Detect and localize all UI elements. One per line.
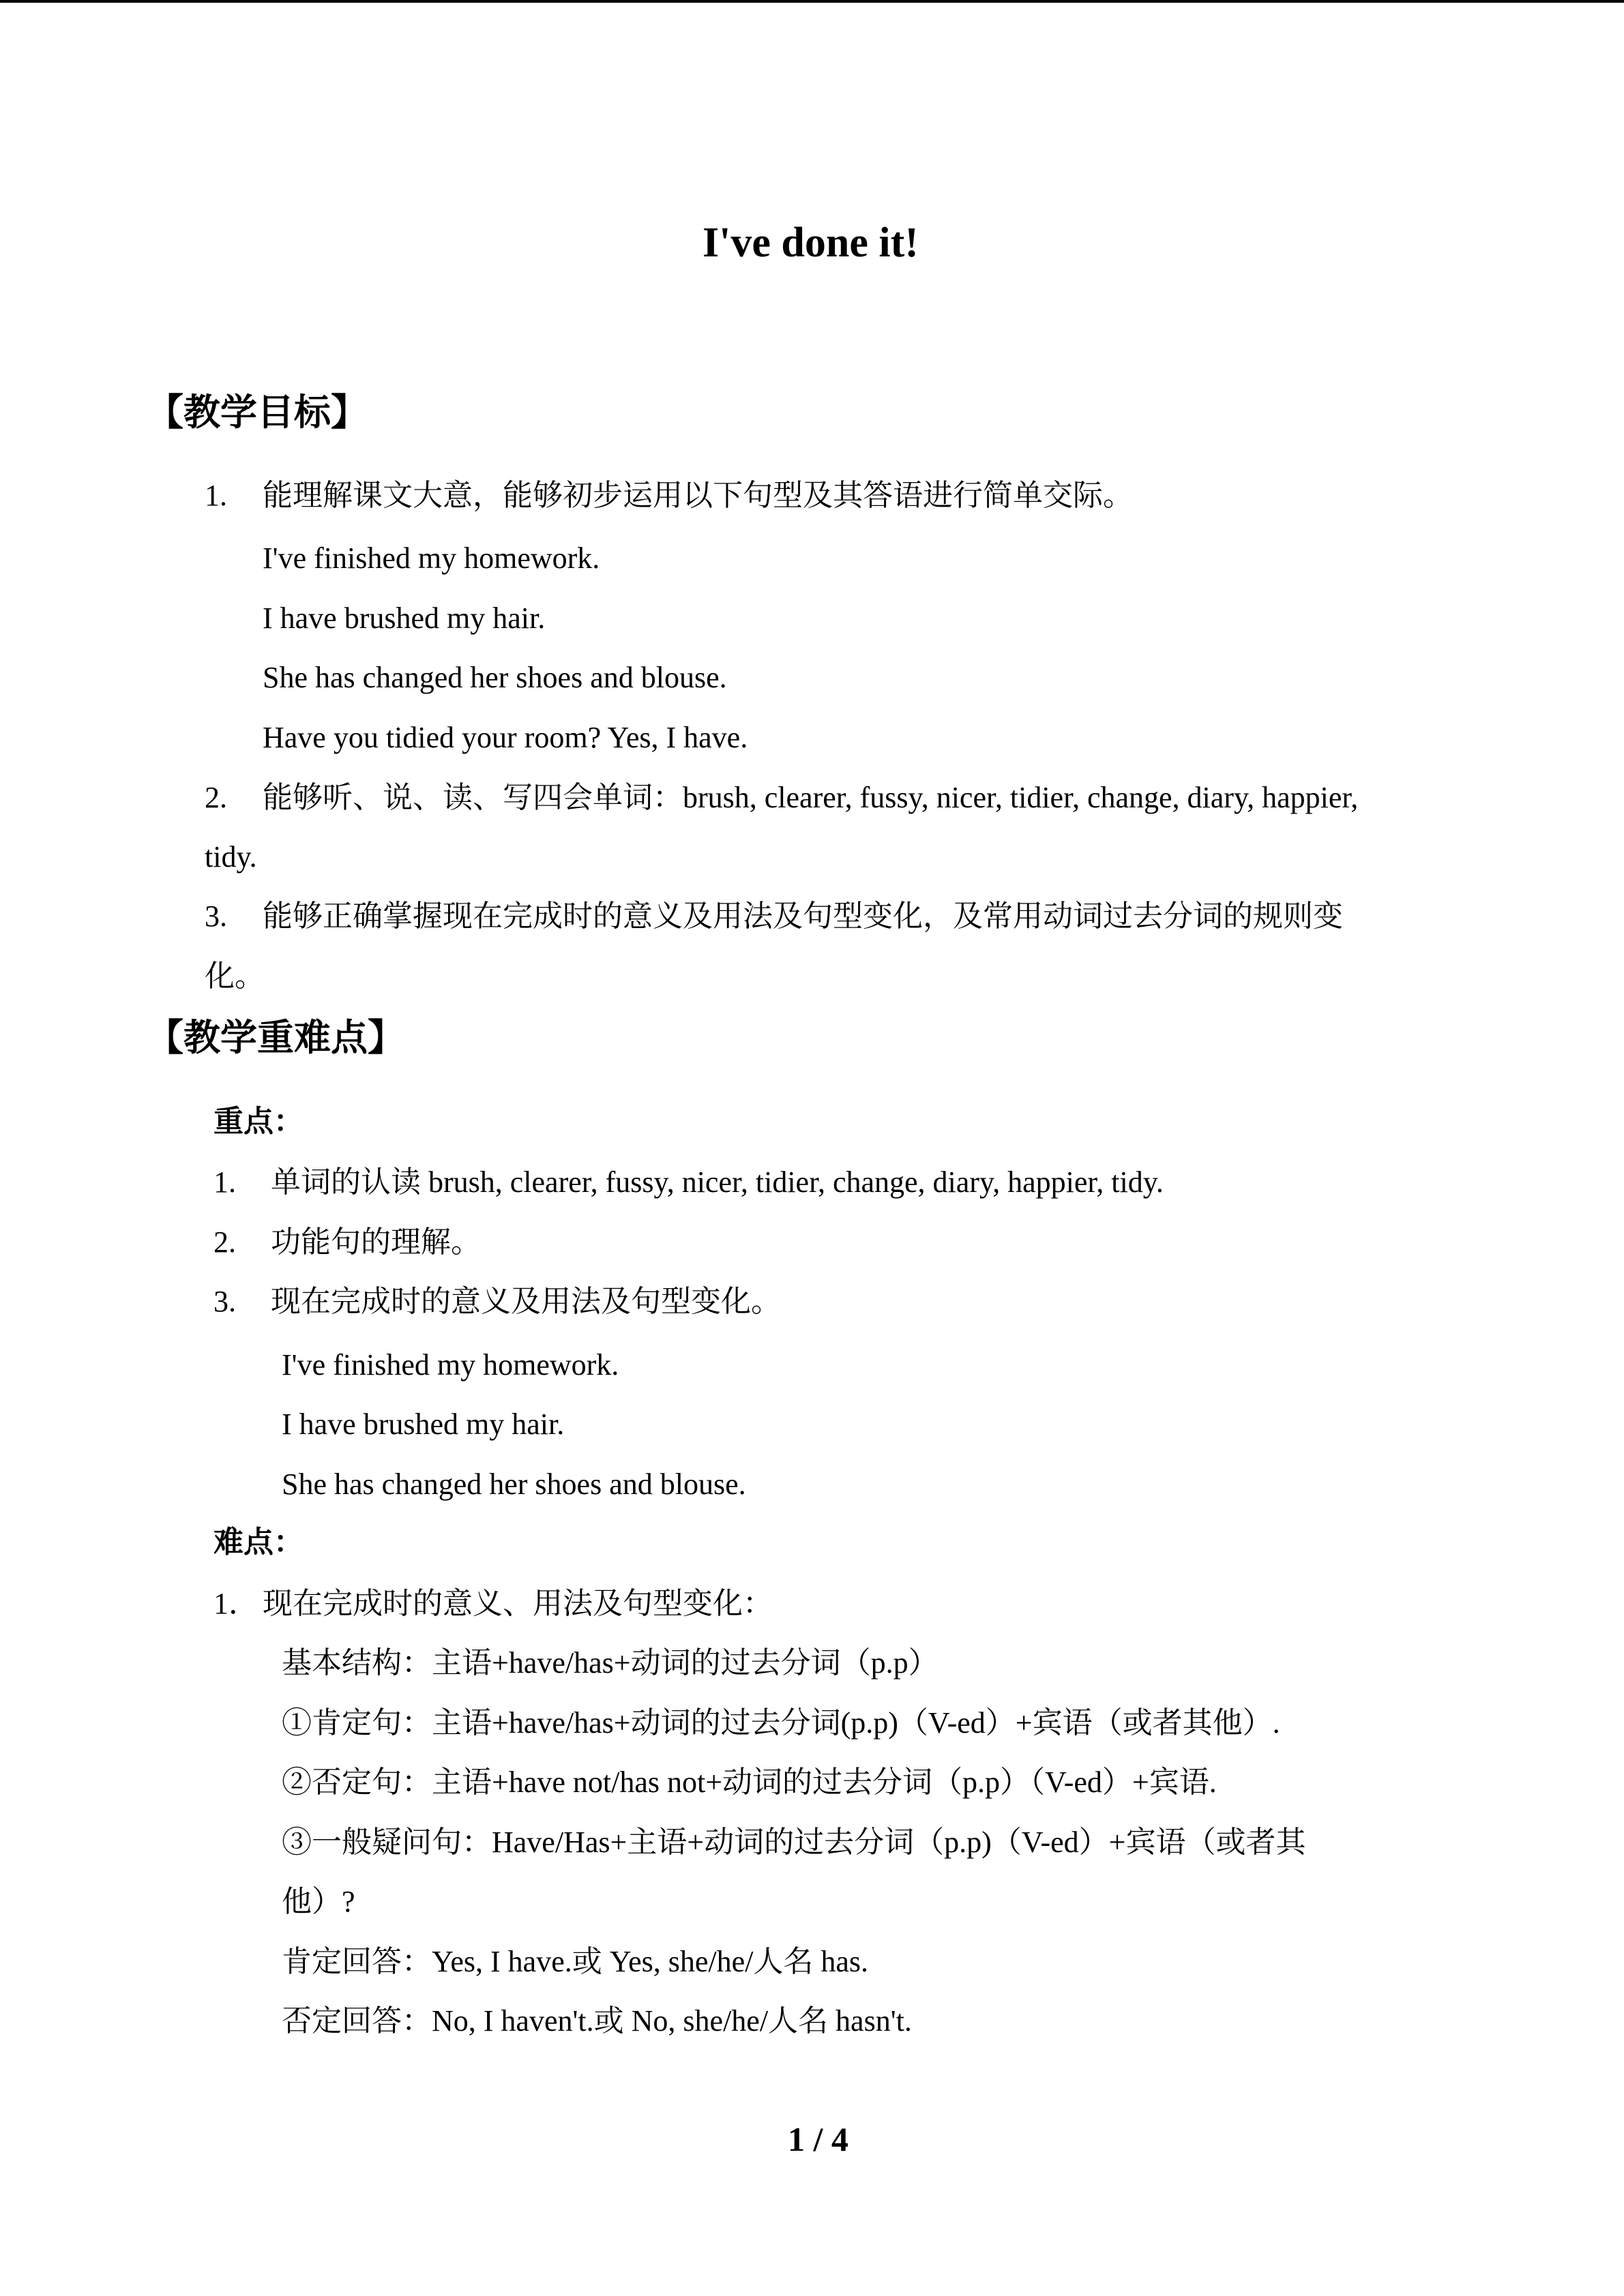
key-example-3: She has changed her shoes and blouse. — [282, 1467, 746, 1501]
difficult-item-text: 现在完成时的意义、用法及句型变化： — [263, 1587, 773, 1620]
objective-1-example-4: Have you tidied your room? Yes, I have. — [263, 721, 748, 754]
objectives-heading: 【教学目标】 — [147, 391, 368, 434]
key-item-3-number: 3. — [213, 1285, 236, 1318]
page-title: I've done it! — [703, 220, 919, 266]
objective-1-text: 能理解课文大意，能够初步运用以下句型及其答语进行简单交际。 — [263, 479, 1133, 512]
key-item-1-number: 1. — [213, 1165, 236, 1199]
objective-3-number: 3. — [205, 899, 227, 933]
objective-2-number: 2. — [205, 781, 227, 814]
structure-line-no-answer: 否定回答：No, I haven't.或 No, she/he/人名 hasn't. — [282, 2004, 912, 2038]
structure-line-negative: ②否定句：主语+have not/has not+动词的过去分词（p.p）（V-ed）+宾语. — [282, 1765, 1217, 1799]
objective-2-continuation: tidy. — [205, 840, 257, 874]
key-item-1-text: 单词的认读 brush, clearer, fussy, nicer, tidier, change, diary, happier, tidy. — [271, 1165, 1164, 1199]
key-example-2: I have brushed my hair. — [282, 1407, 565, 1441]
top-border-line — [0, 0, 1624, 3]
objective-3-continuation: 化。 — [205, 959, 265, 993]
objective-1-example-1: I've finished my homework. — [263, 541, 600, 575]
structure-line-question-cont: 他）? — [282, 1885, 355, 1918]
difficult-item-number: 1． — [213, 1587, 259, 1620]
difficult-label: 难点： — [213, 1525, 304, 1559]
key-example-1: I've finished my homework. — [282, 1348, 619, 1382]
key-label: 重点： — [213, 1105, 304, 1138]
key-points-heading: 【教学重难点】 — [147, 1016, 404, 1059]
objective-1-number: 1. — [205, 479, 227, 512]
objective-3-text: 能够正确掌握现在完成时的意义及用法及句型变化，及常用动词过去分词的规则变 — [263, 899, 1343, 933]
objective-1-example-2: I have brushed my hair. — [263, 601, 546, 635]
structure-line-affirmative: ①肯定句：主语+have/has+动词的过去分词(p.p)（V-ed）+宾语（或者其他）. — [282, 1706, 1280, 1740]
key-item-3-text: 现在完成时的意义及用法及句型变化。 — [271, 1285, 781, 1318]
structure-line-yes-answer: 肯定回答：Yes, I have.或 Yes, she/he/人名 has. — [282, 1945, 869, 1978]
objective-1-example-3: She has changed her shoes and blouse. — [263, 661, 727, 694]
key-item-2-number: 2. — [213, 1225, 236, 1259]
structure-line-question: ③一般疑问句：Have/Has+主语+动词的过去分词（p.p)（V-ed）+宾语（或者其 — [282, 1825, 1306, 1859]
key-item-2-text: 功能句的理解。 — [271, 1225, 481, 1259]
objective-2-text: 能够听、说、读、写四会单词：brush, clearer, fussy, nicer, tidier, change, diary, happier, — [263, 781, 1359, 814]
page-number: 1 / 4 — [788, 2120, 848, 2158]
structure-line-basic: 基本结构：主语+have/has+动词的过去分词（p.p） — [282, 1646, 939, 1680]
